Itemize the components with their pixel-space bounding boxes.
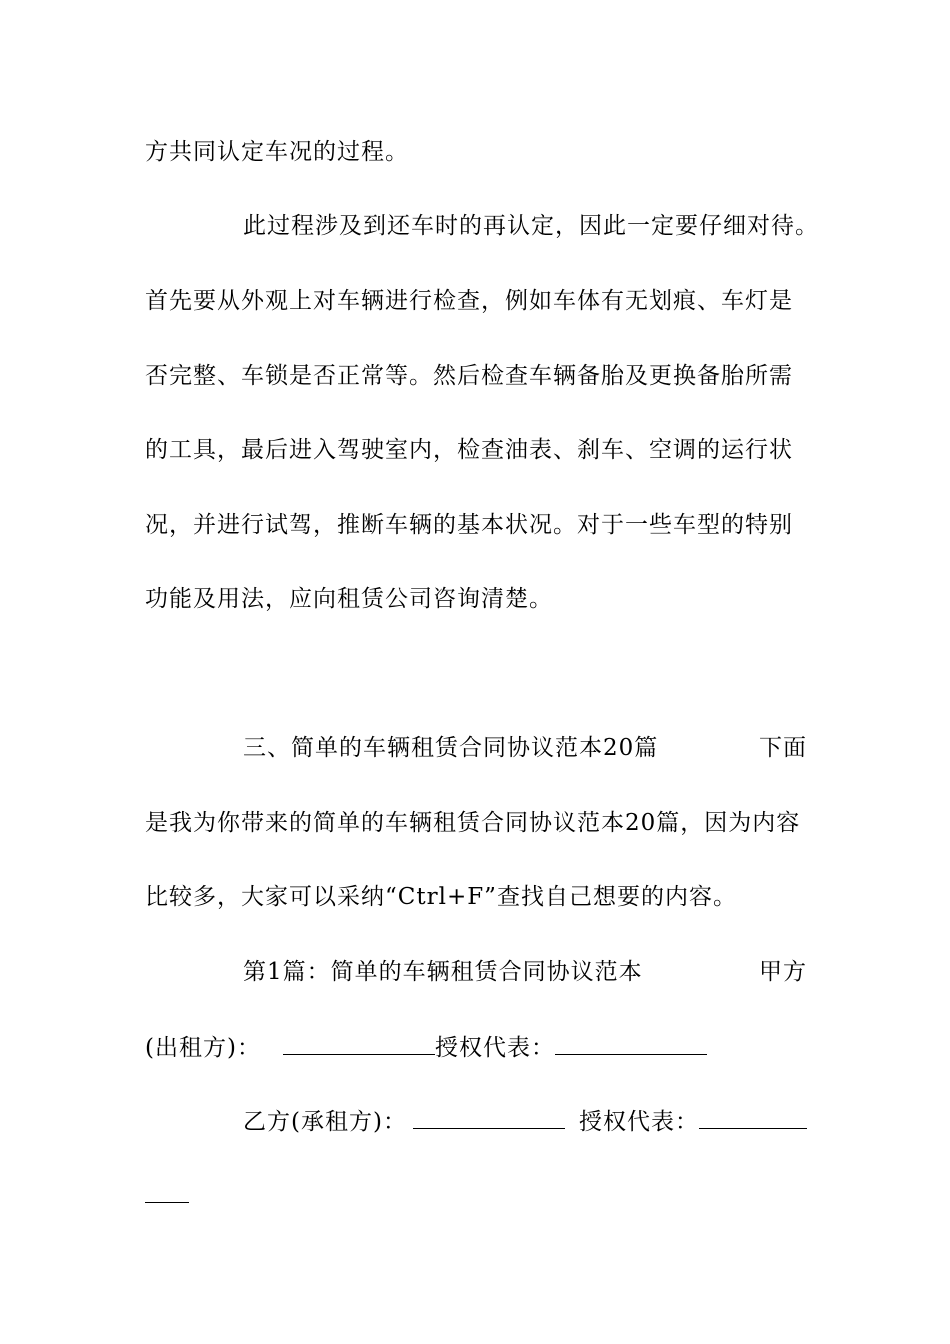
section-heading-line [243,733,807,763]
party-a-rep-label: 授权代表： [434,1035,555,1061]
section-heading: 三、简单的车辆租赁合同协议范本20篇 [243,735,659,761]
party-b-label: 乙方(承租方)： [243,1109,407,1135]
party-b-rep-blank-continued [145,1180,189,1203]
article-heading-tail: 甲方 [759,959,807,985]
paragraph-line: 方共同认定车况的过程。 [145,139,409,165]
paragraph-line: 此过程涉及到还车时的再认定，因此一定要仔细对待。 [243,213,819,239]
party-b-rep-label: 授权代表： [578,1109,699,1135]
party-b-name-blank [413,1106,565,1129]
paragraph-line: 否完整、车锁是否正常等。然后检查车辆备胎及更换备胎所需 [145,363,793,389]
section-heading-tail: 下面 [759,735,807,761]
article-heading: 第1篇：简单的车辆租赁合同协议范本 [243,959,643,985]
article-heading-line [243,957,807,987]
party-a-rep-blank [555,1032,707,1055]
paragraph-line: 比较多，大家可以采纳“Ctrl+F”查找自己想要的内容。 [145,884,737,910]
party-a-label: (出租方)： [145,1035,261,1061]
paragraph-line: 是我为你带来的简单的车辆租赁合同协议范本20篇，因为内容 [145,810,801,836]
party-a-line [145,1032,807,1062]
paragraph-line: 的工具，最后进入驾驶室内，检查油表、刹车、空调的运行状 [145,437,793,463]
party-b-line [243,1106,807,1136]
paragraph-line: 功能及用法，应向租赁公司咨询清楚。 [145,586,553,612]
party-b-continuation-line [145,1180,807,1210]
party-a-name-blank [283,1032,435,1055]
party-b-rep-blank [699,1106,807,1129]
paragraph-line: 况，并进行试驾，推断车辆的基本状况。对于一些车型的特别 [145,512,793,538]
paragraph-line: 首先要从外观上对车辆进行检查，例如车体有无划痕、车灯是 [145,288,793,314]
